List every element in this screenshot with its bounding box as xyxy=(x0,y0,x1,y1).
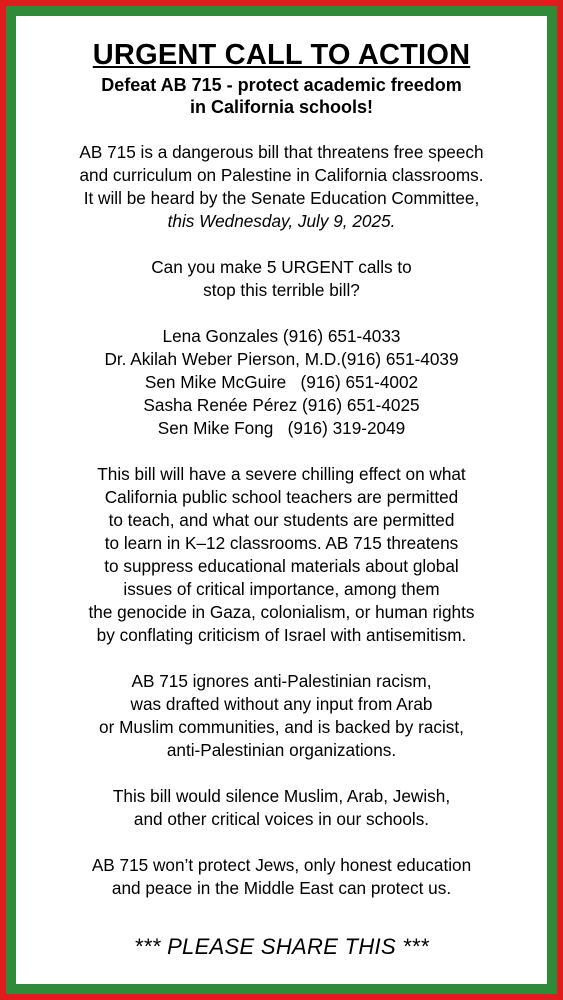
protect-paragraph xyxy=(16,854,547,900)
contact-item: Lena Gonzales (916) 651-4033 xyxy=(162,326,401,346)
intro-line-3: It will be heard by the Senate Education Committee, xyxy=(83,188,480,208)
paragraph-line: This bill will have a severe chilling effect on what xyxy=(97,464,466,484)
contact-list xyxy=(16,325,547,440)
paragraph-line: was drafted without any input from Arab xyxy=(130,694,433,714)
call-request xyxy=(16,256,547,302)
ask-line-2: stop this terrible bill? xyxy=(203,280,360,300)
paragraph-line: issues of critical importance, among them xyxy=(123,579,440,599)
intro-line-2: and curriculum on Palestine in California classrooms. xyxy=(79,165,484,185)
intro-paragraph xyxy=(16,141,547,233)
subtitle-line-1: Defeat AB 715 - protect academic freedom xyxy=(101,75,462,95)
racism-paragraph xyxy=(16,670,547,762)
paragraph-line: to suppress educational materials about global xyxy=(104,556,459,576)
hearing-date: this Wednesday, July 9, 2025. xyxy=(167,211,396,231)
contact-item: Sen Mike McGuire (916) 651-4002 xyxy=(144,372,419,392)
paragraph-line: to teach, and what our students are permitted xyxy=(108,510,455,530)
page-title: URGENT CALL TO ACTION xyxy=(92,39,471,71)
paragraph-line: AB 715 won’t protect Jews, only honest education xyxy=(91,855,472,875)
share-banner: *** PLEASE SHARE THIS *** xyxy=(134,934,429,959)
paragraph-line: and peace in the Middle East can protect us. xyxy=(111,878,452,898)
subtitle-line-2: in California schools! xyxy=(189,97,374,117)
paragraph-line: or Muslim communities, and is backed by racist, xyxy=(99,717,464,737)
paragraph-line: AB 715 ignores anti-Palestinian racism, xyxy=(131,671,432,691)
contact-item: Sasha Renée Pérez (916) 651-4025 xyxy=(143,395,420,415)
paragraph-line: California public school teachers are permitted xyxy=(104,487,459,507)
paragraph-line: the genocide in Gaza, colonialism, or human rights xyxy=(88,602,475,622)
paragraph-line: by conflating criticism of Israel with antisemitism. xyxy=(96,625,467,645)
paragraph-line: and other critical voices in our schools. xyxy=(133,809,430,829)
paragraph-line: anti-Palestinian organizations. xyxy=(166,740,397,760)
paragraph-line: to learn in K–12 classrooms. AB 715 threatens xyxy=(104,533,459,553)
paragraph-line: This bill would silence Muslim, Arab, Jewish, xyxy=(112,786,451,806)
contact-item: Sen Mike Fong (916) 319-2049 xyxy=(157,418,406,438)
intro-line-1: AB 715 is a dangerous bill that threatens free speech xyxy=(79,142,484,162)
flyer-panel xyxy=(16,16,547,984)
subtitle xyxy=(16,74,547,118)
silence-paragraph xyxy=(16,785,547,831)
chilling-effect-paragraph xyxy=(16,463,547,647)
contact-item: Dr. Akilah Weber Pierson, M.D.(916) 651-4039 xyxy=(104,349,459,369)
ask-line-1: Can you make 5 URGENT calls to xyxy=(151,257,412,277)
